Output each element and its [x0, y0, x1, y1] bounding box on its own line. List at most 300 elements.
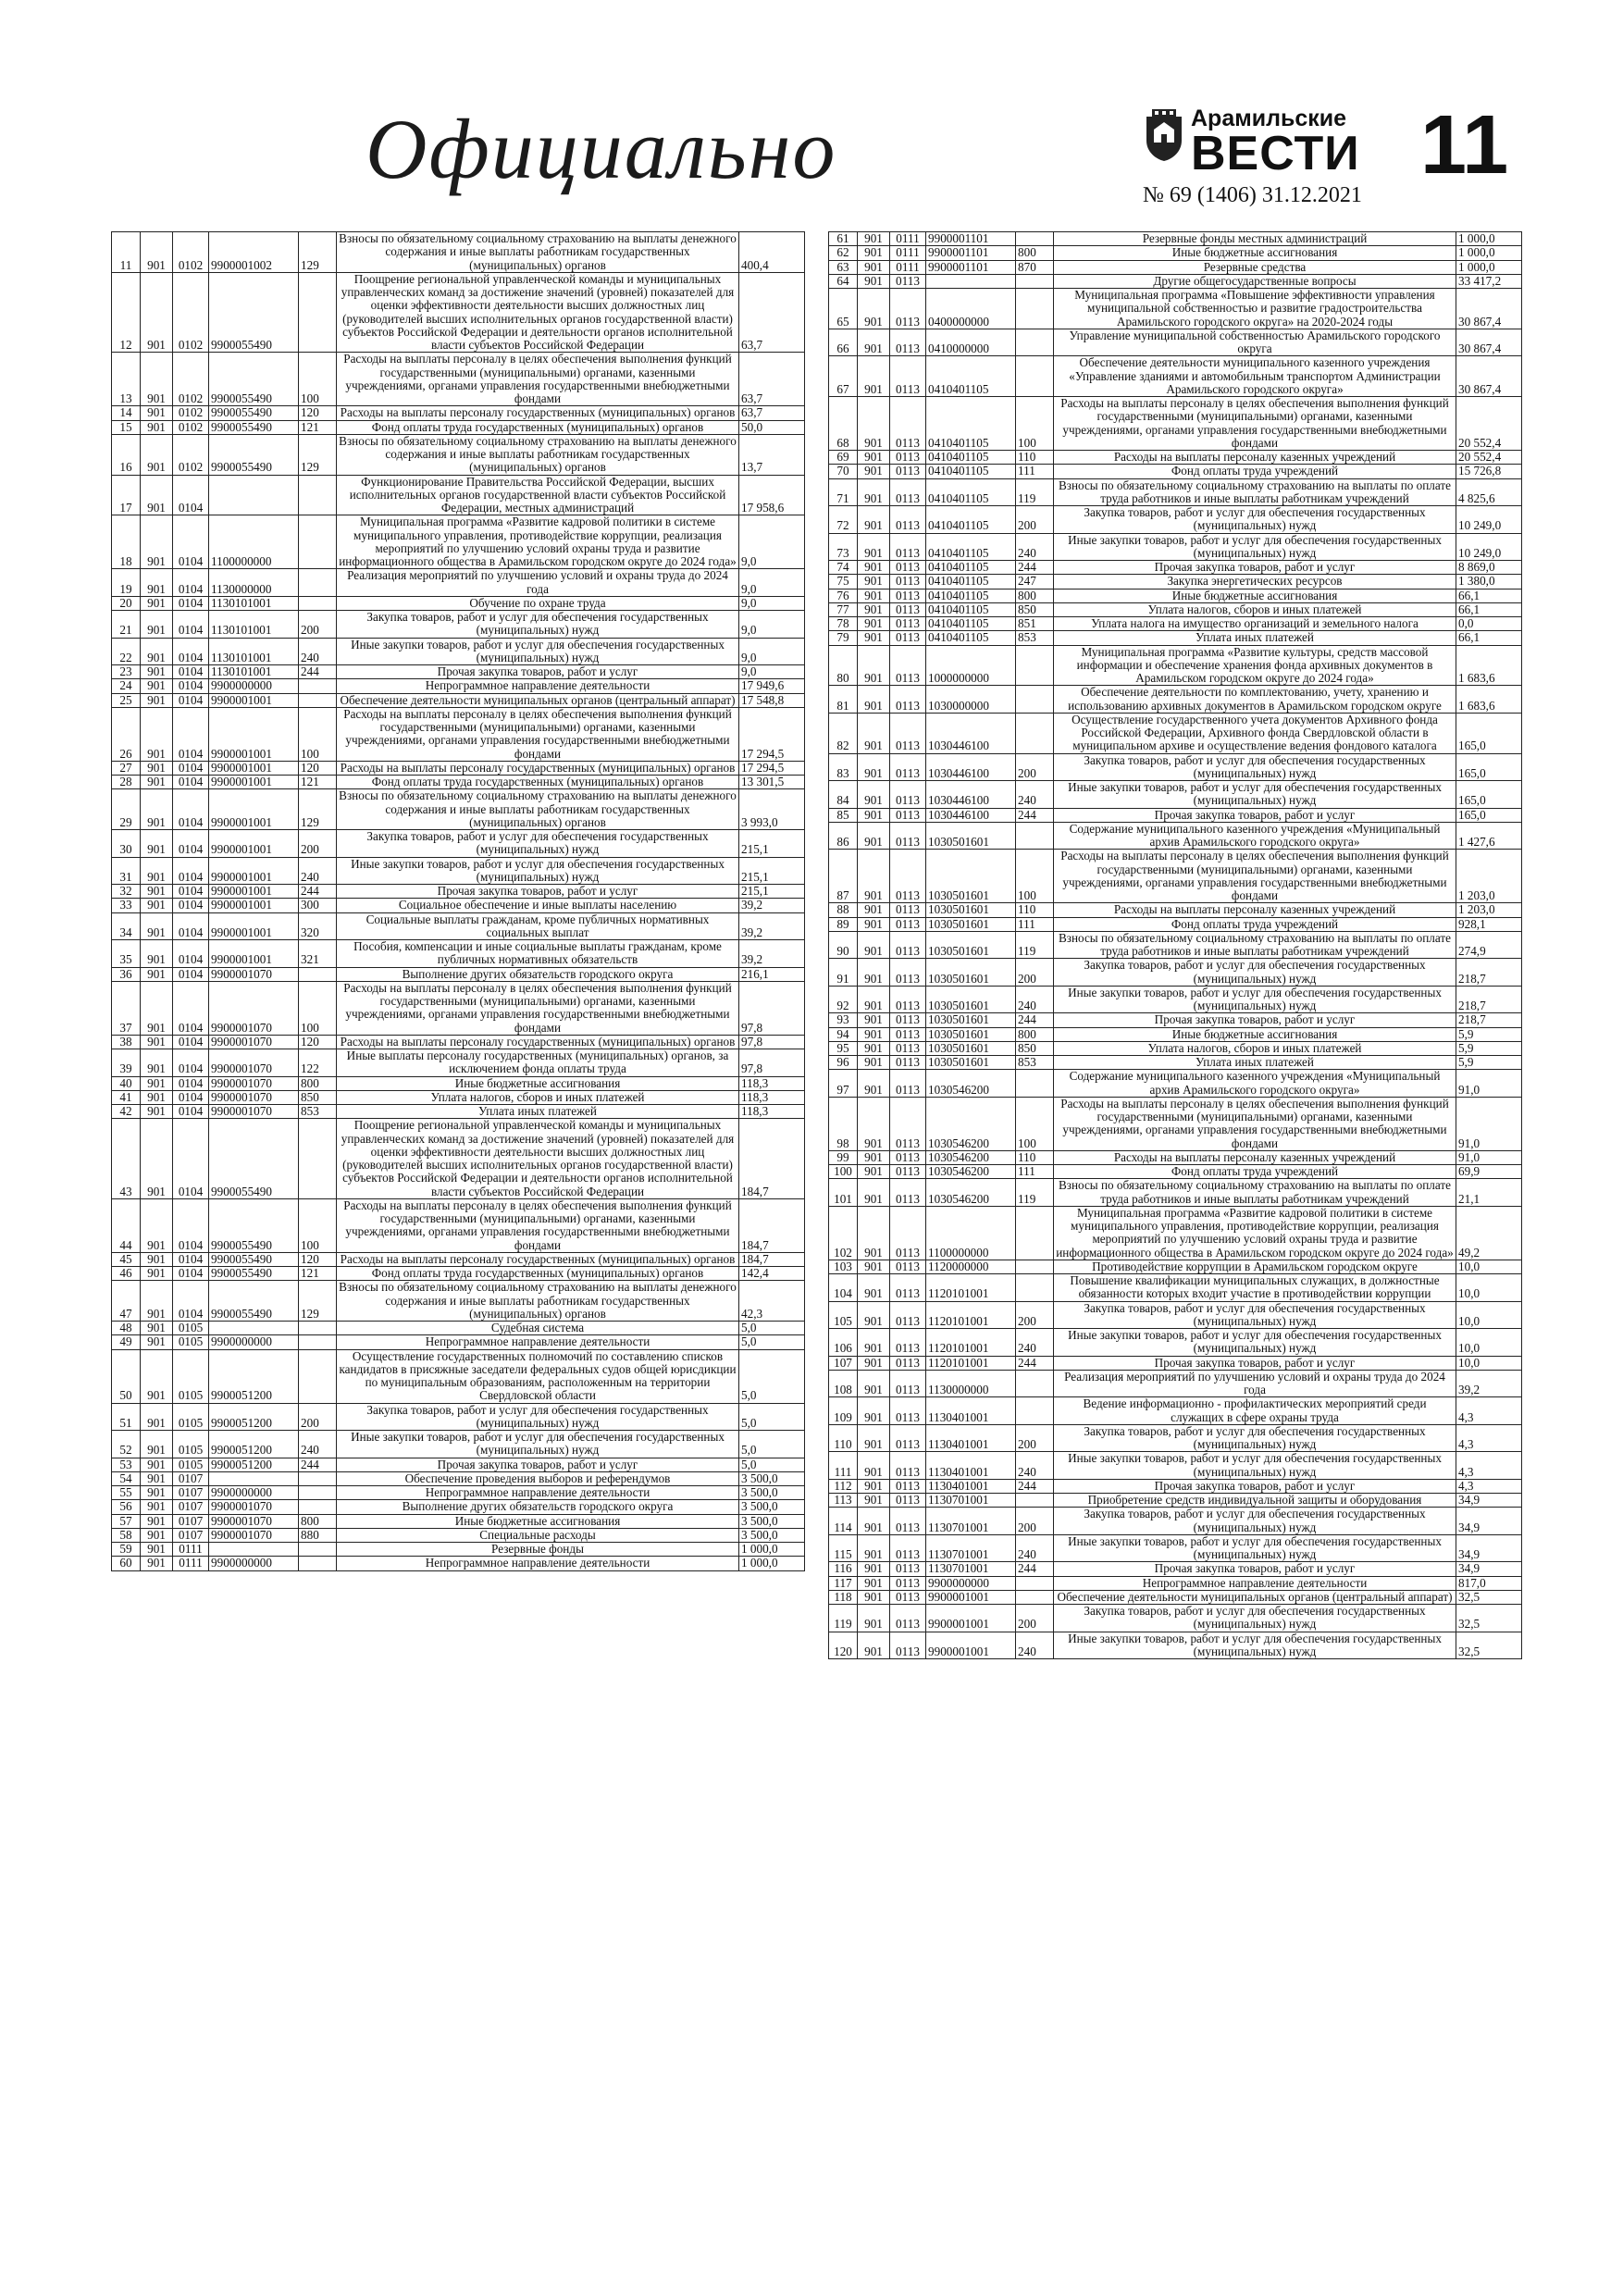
expense-type	[299, 967, 337, 981]
amount: 215,1	[739, 885, 805, 899]
section-code: 0107	[173, 1528, 209, 1542]
row-number: 103	[829, 1260, 858, 1273]
amount: 1 000,0	[1456, 260, 1522, 274]
department-code: 901	[858, 1179, 890, 1207]
target-article: 0410401105	[926, 602, 1016, 616]
budget-table-right	[828, 231, 1522, 1659]
expense-name: Взносы по обязательному социальному страхованию на выплаты по оплате труда работников и иные выплаты работникам учреждений	[1054, 931, 1456, 959]
expense-name: Социальное обеспечение и иные выплаты населению	[337, 899, 739, 912]
expense-name: Иные закупки товаров, работ и услуг для обеспечения государственных (муниципальных) нужд	[1054, 1632, 1456, 1659]
budget-table-left	[111, 231, 805, 1571]
amount: 30 867,4	[1456, 329, 1522, 356]
expense-type	[1016, 1260, 1054, 1273]
department-code: 901	[858, 1356, 890, 1370]
row-number: 23	[112, 665, 141, 679]
department-code: 901	[858, 1590, 890, 1604]
table-row	[112, 885, 805, 899]
table-row	[112, 475, 805, 515]
expense-type: 244	[299, 885, 337, 899]
row-number: 76	[829, 589, 858, 602]
table-row	[829, 986, 1522, 1013]
row-number: 12	[112, 272, 141, 353]
expense-type: 321	[299, 940, 337, 968]
department-code: 901	[858, 575, 890, 589]
department-code: 901	[141, 420, 173, 434]
section-code: 0111	[173, 1557, 209, 1570]
section-code: 0107	[173, 1486, 209, 1500]
row-number: 84	[829, 781, 858, 809]
expense-name: Прочая закупка товаров, работ и услуг	[1054, 1013, 1456, 1027]
target-article: 0410401105	[926, 356, 1016, 397]
expense-type	[299, 596, 337, 610]
section-code: 0113	[890, 1508, 926, 1535]
target-article: 9900001070	[209, 967, 299, 981]
expense-name: Управление муниципальной собственностью Арамильского городского округа	[1054, 329, 1456, 356]
row-number: 97	[829, 1070, 858, 1098]
target-article: 9900001001	[209, 940, 299, 968]
expense-type: 240	[299, 857, 337, 885]
row-number: 110	[829, 1424, 858, 1452]
department-code: 901	[141, 1252, 173, 1266]
department-code: 901	[858, 274, 890, 288]
section-code: 0104	[173, 1119, 209, 1199]
section-code: 0113	[890, 533, 926, 561]
row-number: 21	[112, 611, 141, 639]
expense-name: Расходы на выплаты персоналу в целях обеспечения выполнения функций государственными (муниципальными) органами, казенными учреждениями, органами управления государственными внебюджетными фондами	[1054, 850, 1456, 903]
table-row	[112, 940, 805, 968]
expense-type: 119	[1016, 478, 1054, 506]
row-number: 91	[829, 959, 858, 987]
department-code: 901	[141, 1486, 173, 1500]
department-code: 901	[858, 1027, 890, 1041]
expense-name: Муниципальная программа «Развитие кадровой политики в системе муниципального управления, противодействие коррупции, реализация мероприятий по улучшению условий охраны труда и развитие информационного общества в Арамильском городском округе до 2024 года»	[1054, 1206, 1456, 1260]
amount: 91,0	[1456, 1070, 1522, 1098]
section-code: 0113	[890, 645, 926, 686]
table-row	[829, 959, 1522, 987]
amount: 9,0	[739, 515, 805, 569]
amount: 39,2	[739, 912, 805, 940]
department-code: 901	[858, 397, 890, 451]
amount: 3 993,0	[739, 789, 805, 830]
row-number: 17	[112, 475, 141, 515]
table-row	[829, 1424, 1522, 1452]
department-code: 901	[141, 912, 173, 940]
row-number: 96	[829, 1056, 858, 1070]
table-row	[829, 1632, 1522, 1659]
expense-type: 200	[299, 830, 337, 858]
row-number: 29	[112, 789, 141, 830]
expense-name: Закупка энергетических ресурсов	[1054, 575, 1456, 589]
department-code: 901	[858, 713, 890, 753]
table-row	[112, 406, 805, 420]
department-code: 901	[141, 638, 173, 665]
table-row	[112, 1119, 805, 1199]
table-row	[112, 1403, 805, 1431]
target-article: 1030446100	[926, 753, 1016, 781]
expense-name: Закупка товаров, работ и услуг для обеспечения государственных (муниципальных) нужд	[1054, 959, 1456, 987]
section-code: 0111	[173, 1543, 209, 1557]
amount: 1 203,0	[1456, 903, 1522, 917]
table-row	[112, 789, 805, 830]
section-code: 0104	[173, 1267, 209, 1281]
expense-type: 240	[1016, 1452, 1054, 1480]
department-code: 901	[858, 1494, 890, 1508]
amount: 69,9	[1456, 1165, 1522, 1179]
expense-name: Иные закупки товаров, работ и услуг для обеспечения государственных (муниципальных) нужд	[337, 638, 739, 665]
section-code: 0102	[173, 406, 209, 420]
expense-name: Прочая закупка товаров, работ и услуг	[337, 885, 739, 899]
department-code: 901	[141, 232, 173, 273]
table-row	[112, 1335, 805, 1349]
expense-name: Уплата налогов, сборов и иных платежей	[337, 1090, 739, 1104]
expense-type: 240	[1016, 986, 1054, 1013]
expense-name: Иные закупки товаров, работ и услуг для обеспечения государственных (муниципальных) нужд	[1054, 986, 1456, 1013]
expense-name: Фонд оплаты труда учреждений	[1054, 465, 1456, 478]
section-code: 0104	[173, 1076, 209, 1090]
expense-name: Поощрение региональной управленческой команды и муниципальных управленческих команд за достижение значений (уровней) показателей для оценки эффективности деятельности высших должностных лиц (руководителей высших исполнительных органов государственной власти) субъектов Российской Федерации и деятельности органов исполнительной власти субъектов Российской Федерации	[337, 272, 739, 353]
expense-name: Повышение квалификации муниципальных служащих, в должностные обязанности которых входит участие в противодействии коррупции	[1054, 1274, 1456, 1302]
expense-type	[1016, 356, 1054, 397]
table-row	[829, 686, 1522, 714]
expense-type: 111	[1016, 1165, 1054, 1179]
target-article: 9900055490	[209, 434, 299, 475]
table-row	[112, 1252, 805, 1266]
amount: 1 380,0	[1456, 575, 1522, 589]
department-code: 901	[141, 665, 173, 679]
row-number: 66	[829, 329, 858, 356]
department-code: 901	[141, 1281, 173, 1322]
expense-name: Иные закупки товаров, работ и услуг для обеспечения государственных (муниципальных) нужд	[337, 1431, 739, 1458]
expense-type: 120	[299, 1252, 337, 1266]
section-code: 0113	[890, 1397, 926, 1425]
table-row	[112, 1557, 805, 1570]
amount: 5,0	[739, 1458, 805, 1471]
row-number: 15	[112, 420, 141, 434]
table-row	[829, 465, 1522, 478]
table-row	[112, 1471, 805, 1485]
amount: 10,0	[1456, 1356, 1522, 1370]
department-code: 901	[858, 1165, 890, 1179]
amount: 9,0	[739, 569, 805, 597]
expense-name: Фонд оплаты труда учреждений	[1054, 1165, 1456, 1179]
section-code: 0104	[173, 693, 209, 707]
target-article: 9900001101	[926, 232, 1016, 246]
amount: 32,5	[1456, 1632, 1522, 1659]
left-column	[111, 231, 805, 1571]
section-code: 0113	[890, 617, 926, 631]
table-row	[112, 1322, 805, 1335]
table-row	[829, 602, 1522, 616]
table-row	[829, 1534, 1522, 1562]
target-article: 1130101001	[209, 611, 299, 639]
row-number: 69	[829, 451, 858, 465]
row-number: 59	[112, 1543, 141, 1557]
table-row	[829, 822, 1522, 850]
department-code: 901	[141, 761, 173, 775]
amount: 39,2	[739, 899, 805, 912]
table-row	[829, 329, 1522, 356]
table-row	[829, 808, 1522, 822]
department-code: 901	[141, 569, 173, 597]
expense-name: Обеспечение деятельности по комплектованию, учету, хранению и использованию архивных документов в Арамильском городском округе	[1054, 686, 1456, 714]
row-number: 50	[112, 1349, 141, 1403]
amount: 66,1	[1456, 602, 1522, 616]
amount: 13,7	[739, 434, 805, 475]
section-code: 0104	[173, 1105, 209, 1119]
target-article: 9900001001	[926, 1632, 1016, 1659]
department-code: 901	[858, 1274, 890, 1302]
expense-type: 850	[1016, 602, 1054, 616]
amount: 34,9	[1456, 1534, 1522, 1562]
expense-type: 119	[1016, 931, 1054, 959]
expense-name: Иные закупки товаров, работ и услуг для обеспечения государственных (муниципальных) нужд	[1054, 781, 1456, 809]
expense-name: Резервные фонды	[337, 1543, 739, 1557]
table-row	[829, 781, 1522, 809]
row-number: 111	[829, 1452, 858, 1480]
section-code: 0113	[890, 850, 926, 903]
target-article: 0410401105	[926, 561, 1016, 575]
row-number: 31	[112, 857, 141, 885]
row-number: 87	[829, 850, 858, 903]
expense-type: 800	[299, 1076, 337, 1090]
expense-type: 200	[1016, 1508, 1054, 1535]
target-article: 9900001001	[209, 776, 299, 789]
table-row	[829, 397, 1522, 451]
section-code: 0102	[173, 272, 209, 353]
target-article: 1030501601	[926, 850, 1016, 903]
row-number: 16	[112, 434, 141, 475]
department-code: 901	[141, 1431, 173, 1458]
target-article: 9900055490	[209, 353, 299, 406]
section-code: 0104	[173, 638, 209, 665]
table-row	[112, 515, 805, 569]
right-column	[828, 231, 1522, 1659]
amount: 39,2	[739, 940, 805, 968]
expense-type: 244	[1016, 1356, 1054, 1370]
section-code: 0113	[890, 903, 926, 917]
amount: 17 294,5	[739, 761, 805, 775]
target-article: 9900055490	[209, 1198, 299, 1252]
target-article: 1120000000	[926, 1260, 1016, 1273]
section-code: 0113	[890, 506, 926, 534]
row-number: 83	[829, 753, 858, 781]
department-code: 901	[141, 1528, 173, 1542]
expense-name: Прочая закупка товаров, работ и услуг	[1054, 1479, 1456, 1493]
expense-name: Содержание муниципального казенного учреждения «Муниципальный архив Арамильского городского округа»	[1054, 822, 1456, 850]
amount: 34,9	[1456, 1562, 1522, 1576]
expense-type: 244	[299, 1458, 337, 1471]
row-number: 116	[829, 1562, 858, 1576]
expense-type: 121	[299, 1267, 337, 1281]
expense-name: Иные закупки товаров, работ и услуг для обеспечения государственных (муниципальных) нужд	[1054, 1452, 1456, 1480]
target-article: 1030546200	[926, 1165, 1016, 1179]
row-number: 109	[829, 1397, 858, 1425]
target-article: 1130101001	[209, 665, 299, 679]
target-article: 0410401105	[926, 451, 1016, 465]
section-code: 0113	[890, 1424, 926, 1452]
row-number: 118	[829, 1590, 858, 1604]
expense-type	[1016, 713, 1054, 753]
section-code: 0113	[890, 1165, 926, 1179]
row-number: 82	[829, 713, 858, 753]
expense-name: Функционирование Правительства Российской Федерации, высших исполнительных органов государственной власти субъектов Российской Федерации, местных администраций	[337, 475, 739, 515]
department-code: 901	[858, 822, 890, 850]
table-row	[829, 232, 1522, 246]
expense-name: Расходы на выплаты персоналу казенных учреждений	[1054, 903, 1456, 917]
section-code: 0105	[173, 1335, 209, 1349]
department-code: 901	[858, 1150, 890, 1164]
table-row	[829, 1274, 1522, 1302]
row-number: 117	[829, 1576, 858, 1590]
expense-type	[1016, 274, 1054, 288]
expense-type: 853	[1016, 1056, 1054, 1070]
expense-type: 244	[1016, 808, 1054, 822]
department-code: 901	[858, 1056, 890, 1070]
department-code: 901	[858, 617, 890, 631]
table-row	[112, 899, 805, 912]
target-article: 1030546200	[926, 1150, 1016, 1164]
section-code: 0113	[890, 1070, 926, 1098]
table-row	[112, 857, 805, 885]
target-article: 9900001001	[926, 1605, 1016, 1632]
expense-type	[1016, 1494, 1054, 1508]
target-article: 1130701001	[926, 1562, 1016, 1576]
amount: 215,1	[739, 857, 805, 885]
department-code: 901	[858, 645, 890, 686]
target-article: 9900001001	[209, 830, 299, 858]
expense-name: Расходы на выплаты персоналу в целях обеспечения выполнения функций государственными (муниципальными) органами, казенными учреждениями, органами управления государственными внебюджетными фондами	[1054, 1097, 1456, 1150]
department-code: 901	[141, 693, 173, 707]
section-code: 0111	[890, 260, 926, 274]
expense-type: 111	[1016, 917, 1054, 931]
target-article: 1030546200	[926, 1179, 1016, 1207]
expense-name: Содержание муниципального казенного учреждения «Муниципальный архив Арамильского городского округа»	[1054, 1070, 1456, 1098]
expense-name: Иные бюджетные ассигнования	[1054, 1027, 1456, 1041]
target-article: 0400000000	[926, 289, 1016, 329]
table-row	[829, 1590, 1522, 1604]
expense-name: Противодействие коррупции в Арамильском городском округе	[1054, 1260, 1456, 1273]
section-code: 0113	[890, 1013, 926, 1027]
row-number: 88	[829, 903, 858, 917]
expense-type: 853	[1016, 631, 1054, 645]
expense-name: Фонд оплаты труда учреждений	[1054, 917, 1456, 931]
row-number: 62	[829, 246, 858, 260]
target-article: 1130101001	[209, 596, 299, 610]
expense-type: 870	[1016, 260, 1054, 274]
expense-type: 244	[1016, 1013, 1054, 1027]
row-number: 114	[829, 1508, 858, 1535]
table-row	[829, 451, 1522, 465]
department-code: 901	[141, 1500, 173, 1514]
expense-name: Расходы на выплаты персоналу государственных (муниципальных) органов	[337, 1252, 739, 1266]
section-code: 0113	[890, 917, 926, 931]
row-number: 81	[829, 686, 858, 714]
expense-name: Социальные выплаты гражданам, кроме публичных нормативных социальных выплат	[337, 912, 739, 940]
expense-name: Реализация мероприятий по улучшению условий и охраны труда до 2024 года	[1054, 1370, 1456, 1397]
expense-type: 200	[1016, 959, 1054, 987]
row-number: 108	[829, 1370, 858, 1397]
row-number: 72	[829, 506, 858, 534]
expense-name: Расходы на выплаты персоналу государственных (муниципальных) органов	[337, 406, 739, 420]
department-code: 901	[141, 1557, 173, 1570]
row-number: 113	[829, 1494, 858, 1508]
amount: 3 500,0	[739, 1500, 805, 1514]
section-code: 0113	[890, 1534, 926, 1562]
section-code: 0105	[173, 1458, 209, 1471]
table-row	[112, 1514, 805, 1528]
row-number: 115	[829, 1534, 858, 1562]
target-article	[209, 1471, 299, 1485]
amount: 97,8	[739, 1049, 805, 1077]
row-number: 79	[829, 631, 858, 645]
expense-type: 800	[1016, 1027, 1054, 1041]
section-code: 0104	[173, 515, 209, 569]
target-article: 1130401001	[926, 1397, 1016, 1425]
department-code: 901	[141, 885, 173, 899]
section-code: 0113	[890, 465, 926, 478]
department-code: 901	[141, 353, 173, 406]
row-number: 77	[829, 602, 858, 616]
department-code: 901	[858, 1605, 890, 1632]
expense-type	[1016, 645, 1054, 686]
target-article: 0410401105	[926, 397, 1016, 451]
department-code: 901	[858, 686, 890, 714]
row-number: 102	[829, 1206, 858, 1260]
expense-name: Расходы на выплаты персоналу казенных учреждений	[1054, 451, 1456, 465]
target-article	[209, 1322, 299, 1335]
target-article: 1030446100	[926, 781, 1016, 809]
amount: 20 552,4	[1456, 451, 1522, 465]
expense-type: 240	[1016, 1632, 1054, 1659]
expense-name: Закупка товаров, работ и услуг для обеспечения государственных (муниципальных) нужд	[337, 830, 739, 858]
expense-type	[1016, 289, 1054, 329]
department-code: 901	[858, 1576, 890, 1590]
expense-name: Фонд оплаты труда государственных (муниципальных) органов	[337, 420, 739, 434]
section-code: 0104	[173, 830, 209, 858]
amount: 5,0	[739, 1431, 805, 1458]
section-code: 0113	[890, 356, 926, 397]
row-number: 42	[112, 1105, 141, 1119]
amount: 34,9	[1456, 1494, 1522, 1508]
row-number: 95	[829, 1041, 858, 1055]
section-code: 0104	[173, 1049, 209, 1077]
expense-name: Фонд оплаты труда государственных (муниципальных) органов	[337, 1267, 739, 1281]
expense-type: 200	[1016, 753, 1054, 781]
amount: 218,7	[1456, 959, 1522, 987]
target-article: 1120101001	[926, 1274, 1016, 1302]
target-article: 9900001070	[209, 981, 299, 1035]
department-code: 901	[858, 1632, 890, 1659]
amount: 216,1	[739, 967, 805, 981]
expense-name: Иные закупки товаров, работ и услуг для обеспечения государственных (муниципальных) нужд	[337, 857, 739, 885]
expense-type: 110	[1016, 903, 1054, 917]
section-code: 0113	[890, 289, 926, 329]
section-code: 0113	[890, 1301, 926, 1329]
expense-name: Уплата иных платежей	[337, 1105, 739, 1119]
row-number: 58	[112, 1528, 141, 1542]
table-row	[829, 356, 1522, 397]
expense-type: 200	[1016, 1424, 1054, 1452]
expense-type: 200	[299, 1403, 337, 1431]
expense-name: Ведение информационно - профилактических мероприятий среди служащих в сфере охраны труда	[1054, 1397, 1456, 1425]
row-number: 112	[829, 1479, 858, 1493]
section-code: 0113	[890, 1097, 926, 1150]
target-article: 9900001070	[209, 1105, 299, 1119]
department-code: 901	[141, 1335, 173, 1349]
target-article: 1130401001	[926, 1452, 1016, 1480]
section-code: 0104	[173, 596, 209, 610]
amount: 10,0	[1456, 1260, 1522, 1273]
